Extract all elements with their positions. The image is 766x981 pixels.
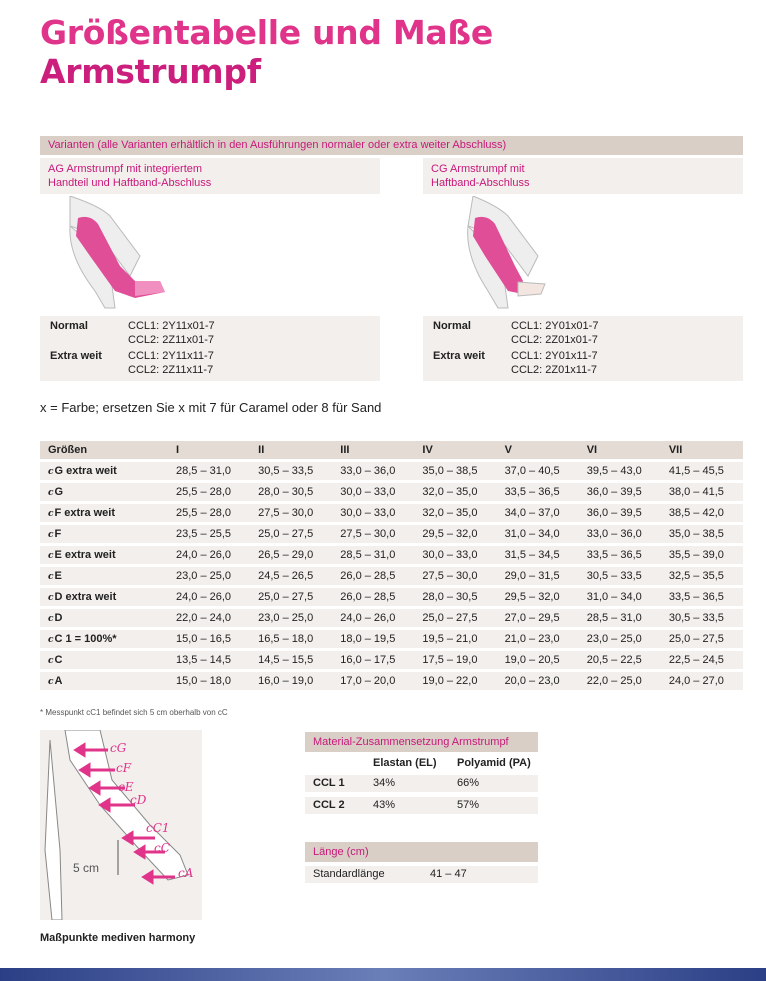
size-row	[40, 504, 743, 522]
diagram-label-cC: cC	[154, 841, 170, 855]
size-cell: 35,5 – 39,0	[661, 546, 743, 564]
circumference-symbol-icon: c	[48, 593, 54, 603]
circumference-symbol-icon: c	[48, 509, 54, 519]
cg-normal-ccl2: CCL2: 2Z01x01-7	[511, 334, 598, 346]
size-row-label-text: F	[54, 528, 62, 540]
ag-normal-ccl2: CCL2: 2Z11x01-7	[128, 334, 215, 346]
size-cell: 33,5 – 36,5	[497, 483, 579, 501]
size-table	[40, 438, 743, 693]
length-value: 41 – 47	[430, 868, 467, 880]
size-row	[40, 651, 743, 669]
size-cell: 25,0 – 27,5	[661, 630, 743, 648]
size-cell: 33,5 – 36,5	[579, 546, 661, 564]
size-cell: 27,5 – 30,0	[414, 567, 496, 585]
size-cell: 19,0 – 20,5	[497, 651, 579, 669]
size-cell: 31,5 – 34,5	[497, 546, 579, 564]
size-row-label	[40, 651, 168, 669]
size-row-label	[40, 462, 168, 480]
circumference-symbol-icon: c	[48, 530, 54, 540]
material-col-el: Elastan (EL)	[373, 757, 437, 769]
size-row-label	[40, 567, 168, 585]
size-cell: 37,0 – 40,5	[497, 462, 579, 480]
size-row	[40, 588, 743, 606]
ag-normal-ccl1: CCL1: 2Y11x01-7	[128, 320, 215, 332]
variant-ag-title-line1: AG Armstrumpf mit integriertem	[48, 163, 203, 175]
ag-arm-illustration	[40, 196, 380, 314]
size-cell: 30,0 – 33,0	[414, 546, 496, 564]
size-cell: 13,5 – 14,5	[168, 651, 250, 669]
size-cell: 28,5 – 31,0	[168, 462, 250, 480]
circumference-symbol-icon: c	[48, 656, 54, 666]
size-header-VI: VI	[579, 441, 661, 459]
size-cell: 15,0 – 18,0	[168, 672, 250, 690]
size-cell: 20,0 – 23,0	[497, 672, 579, 690]
size-cell: 14,5 – 15,5	[250, 651, 332, 669]
size-cell: 26,0 – 28,5	[332, 567, 414, 585]
variants-header: Varianten (alle Varianten erhältlich in den Ausführungen normaler oder extra weiter Abschluss)	[40, 136, 743, 155]
size-row	[40, 567, 743, 585]
variant-cg-title-line1: CG Armstrumpf mit	[431, 163, 525, 175]
size-cell: 29,5 – 32,0	[414, 525, 496, 543]
variant-ag-title	[40, 158, 380, 194]
circumference-symbol-icon: c	[48, 677, 54, 687]
size-cell: 31,0 – 34,0	[579, 588, 661, 606]
size-cell: 21,0 – 23,0	[497, 630, 579, 648]
diagram-label-cG: cG	[110, 741, 127, 755]
variant-cg-title	[423, 158, 743, 194]
size-cell: 25,5 – 28,0	[168, 483, 250, 501]
material-el-value: 43%	[373, 799, 396, 811]
size-cell: 28,0 – 30,5	[250, 483, 332, 501]
size-header-label: Größen	[40, 441, 168, 459]
size-header-VII: VII	[661, 441, 743, 459]
size-cell: 22,0 – 25,0	[579, 672, 661, 690]
size-cell: 28,0 – 30,5	[414, 588, 496, 606]
material-pa-value: 57%	[457, 799, 480, 811]
variant-cg-title-line2: Haftband-Abschluss	[431, 177, 530, 189]
page-title: Größentabelle und Maße	[40, 13, 493, 52]
cg-extra-ccl2: CCL2: 2Z01x11-7	[511, 364, 598, 376]
size-cell: 30,5 – 33,5	[661, 609, 743, 627]
size-cell: 25,0 – 27,5	[414, 609, 496, 627]
size-cell: 32,0 – 35,0	[414, 504, 496, 522]
size-row-label	[40, 483, 168, 501]
size-row-label-text: F extra weit	[54, 507, 116, 519]
size-cell: 36,0 – 39,5	[579, 483, 661, 501]
diagram-5cm: 5 cm	[73, 861, 100, 875]
size-row-label	[40, 504, 168, 522]
circumference-symbol-icon: c	[48, 488, 54, 498]
size-cell: 32,5 – 35,5	[661, 567, 743, 585]
size-cell: 19,0 – 22,0	[414, 672, 496, 690]
size-row-label	[40, 630, 168, 648]
size-row-label	[40, 672, 168, 690]
measurement-diagram	[40, 730, 202, 920]
variant-ag-title-line2: Handteil und Haftband-Abschluss	[48, 177, 212, 189]
diagram-label-cA: cA	[178, 866, 194, 880]
diagram-label-cC1: cC1	[146, 821, 170, 835]
size-row	[40, 630, 743, 648]
size-cell: 30,5 – 33,5	[579, 567, 661, 585]
size-cell: 27,5 – 30,0	[332, 525, 414, 543]
size-cell: 19,5 – 21,0	[414, 630, 496, 648]
size-cell: 17,0 – 20,0	[332, 672, 414, 690]
ag-extra-label: Extra weit	[50, 350, 102, 362]
size-cell: 15,0 – 16,5	[168, 630, 250, 648]
size-cell: 16,5 – 18,0	[250, 630, 332, 648]
size-header-II: II	[250, 441, 332, 459]
circumference-symbol-icon: c	[48, 572, 54, 582]
size-cell: 39,5 – 43,0	[579, 462, 661, 480]
length-row	[305, 866, 538, 883]
circumference-symbol-icon: c	[48, 614, 54, 624]
size-cell: 28,5 – 31,0	[332, 546, 414, 564]
size-row-label-text: D extra weit	[54, 591, 117, 603]
size-header-I: I	[168, 441, 250, 459]
cg-normal-label: Normal	[433, 320, 471, 332]
size-table-header	[40, 441, 743, 459]
ag-article-numbers	[40, 316, 380, 381]
size-row-label-text: E extra weit	[54, 549, 116, 561]
size-cell: 25,0 – 27,5	[250, 588, 332, 606]
size-cell: 35,0 – 38,5	[414, 462, 496, 480]
size-cell: 24,0 – 27,0	[661, 672, 743, 690]
ag-extra-ccl2: CCL2: 2Z11x11-7	[128, 364, 214, 376]
size-cell: 23,0 – 25,0	[168, 567, 250, 585]
size-cell: 24,0 – 26,0	[168, 588, 250, 606]
size-row-label	[40, 525, 168, 543]
size-cell: 27,0 – 29,5	[497, 609, 579, 627]
size-row-label-text: C 1 = 100%*	[54, 633, 117, 645]
bottom-bar	[0, 968, 766, 981]
cg-extra-ccl1: CCL1: 2Y01x11-7	[511, 350, 598, 362]
size-cell: 24,5 – 26,5	[250, 567, 332, 585]
size-header-IV: IV	[414, 441, 496, 459]
material-el-value: 34%	[373, 777, 396, 789]
page-subtitle: Armstrumpf	[40, 52, 261, 91]
size-cell: 27,5 – 30,0	[250, 504, 332, 522]
size-cell: 25,0 – 27,5	[250, 525, 332, 543]
size-row	[40, 609, 743, 627]
size-cell: 34,0 – 37,0	[497, 504, 579, 522]
ag-normal-label: Normal	[50, 320, 88, 332]
size-cell: 26,0 – 28,5	[332, 588, 414, 606]
diagram-caption: Maßpunkte mediven harmony	[40, 932, 196, 944]
cg-normal-ccl1: CCL1: 2Y01x01-7	[511, 320, 599, 332]
circumference-symbol-icon: c	[48, 467, 54, 477]
size-cell: 22,0 – 24,0	[168, 609, 250, 627]
size-cell: 38,0 – 41,5	[661, 483, 743, 501]
color-note: x = Farbe; ersetzen Sie x mit 7 für Caramel oder 8 für Sand	[40, 400, 382, 415]
size-cell: 30,0 – 33,0	[332, 483, 414, 501]
size-cell: 29,0 – 31,5	[497, 567, 579, 585]
size-cell: 23,0 – 25,0	[250, 609, 332, 627]
length-header: Länge (cm)	[305, 842, 538, 862]
size-row-label	[40, 588, 168, 606]
material-header: Material-Zusammensetzung Armstrumpf	[305, 732, 538, 752]
material-row-label: CCL 1	[313, 777, 345, 789]
size-cell: 38,5 – 42,0	[661, 504, 743, 522]
cg-extra-label: Extra weit	[433, 350, 485, 362]
size-cell: 29,5 – 32,0	[497, 588, 579, 606]
size-cell: 16,0 – 19,0	[250, 672, 332, 690]
diagram-label-cE: cE	[118, 780, 134, 794]
size-row	[40, 483, 743, 501]
circumference-symbol-icon: c	[48, 551, 54, 561]
size-cell: 24,0 – 26,0	[168, 546, 250, 564]
size-cell: 17,5 – 19,0	[414, 651, 496, 669]
material-row-ccl1	[305, 775, 538, 792]
size-header-V: V	[497, 441, 579, 459]
material-row-label: CCL 2	[313, 799, 345, 811]
size-row-label-text: E	[54, 570, 62, 582]
size-cell: 35,0 – 38,5	[661, 525, 743, 543]
cg-arm-illustration	[423, 196, 743, 314]
length-label: Standardlänge	[313, 868, 385, 880]
size-cell: 33,0 – 36,0	[579, 525, 661, 543]
material-pa-value: 66%	[457, 777, 480, 789]
size-cell: 28,5 – 31,0	[579, 609, 661, 627]
size-cell: 31,0 – 34,0	[497, 525, 579, 543]
size-cell: 20,5 – 22,5	[579, 651, 661, 669]
material-col-pa: Polyamid (PA)	[457, 757, 531, 769]
diagram-label-cD: cD	[130, 793, 147, 807]
size-row	[40, 525, 743, 543]
circumference-symbol-icon: c	[48, 635, 54, 645]
size-cell: 33,0 – 36,0	[332, 462, 414, 480]
size-row-label-text: G extra weit	[54, 465, 117, 477]
size-row-label	[40, 546, 168, 564]
size-cell: 26,5 – 29,0	[250, 546, 332, 564]
size-cell: 23,5 – 25,5	[168, 525, 250, 543]
ag-extra-ccl1: CCL1: 2Y11x11-7	[128, 350, 214, 362]
size-row	[40, 672, 743, 690]
size-cell: 32,0 – 35,0	[414, 483, 496, 501]
size-header-III: III	[332, 441, 414, 459]
size-cell: 18,0 – 19,5	[332, 630, 414, 648]
size-row-label-text: C	[54, 654, 63, 666]
size-row-label-text: D	[54, 612, 63, 624]
material-row-ccl2	[305, 797, 538, 814]
size-cell: 30,5 – 33,5	[250, 462, 332, 480]
size-cell: 30,0 – 33,0	[332, 504, 414, 522]
size-row	[40, 546, 743, 564]
size-cell: 16,0 – 17,5	[332, 651, 414, 669]
footnote: * Messpunkt cC1 befindet sich 5 cm oberhalb von cC	[40, 708, 228, 717]
size-cell: 36,0 – 39,5	[579, 504, 661, 522]
size-row-label-text: G	[54, 486, 64, 498]
size-cell: 24,0 – 26,0	[332, 609, 414, 627]
size-row	[40, 462, 743, 480]
diagram-label-cF: cF	[116, 761, 132, 775]
size-cell: 23,0 – 25,0	[579, 630, 661, 648]
cg-article-numbers	[423, 316, 743, 381]
size-row-label	[40, 609, 168, 627]
size-cell: 25,5 – 28,0	[168, 504, 250, 522]
size-cell: 22,5 – 24,5	[661, 651, 743, 669]
size-cell: 33,5 – 36,5	[661, 588, 743, 606]
size-row-label-text: A	[54, 675, 63, 687]
size-cell: 41,5 – 45,5	[661, 462, 743, 480]
material-col-headers	[305, 755, 538, 772]
